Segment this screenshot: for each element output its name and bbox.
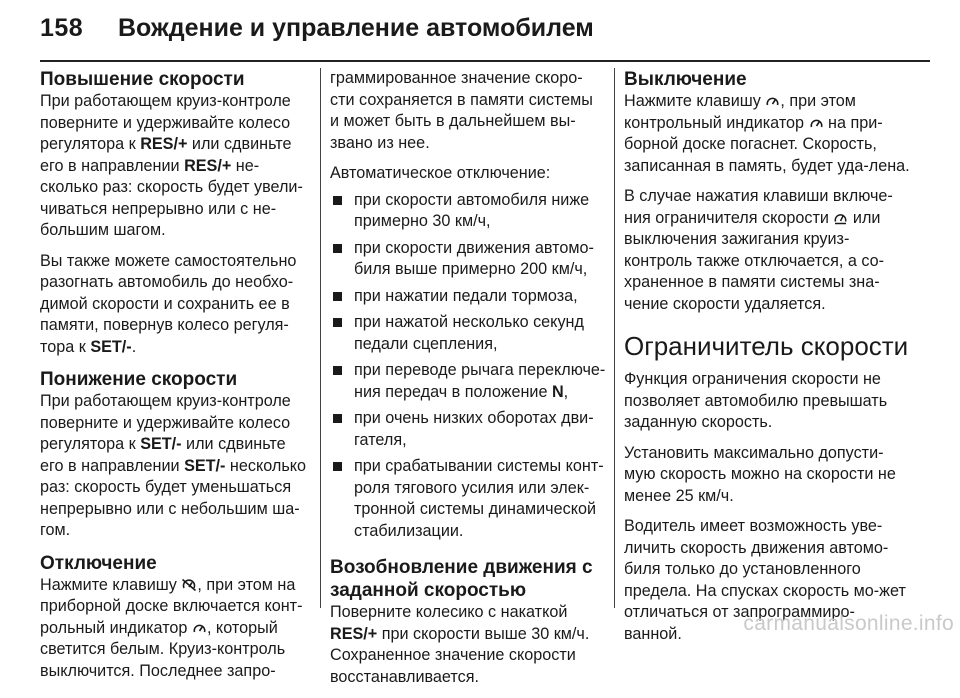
list-item: при очень низких оборотах дви-гателя, <box>330 408 606 451</box>
text: или сдвиньте его в направлении <box>40 135 292 175</box>
section-heading: Ограничитель скорости <box>624 331 909 361</box>
section-heading: Выключение <box>624 69 747 90</box>
paragraph: Водитель имеет возможность уве-личить скорость движения автомо-биля только до установленного предела. На спусках скорость мо-жет отличаться от запрограммиро-ванной. <box>624 517 906 643</box>
text: Нажмите клавишу <box>624 92 766 110</box>
list-item <box>330 360 606 403</box>
control-label: RES/+ <box>140 135 188 153</box>
section-speed-increase <box>40 68 310 358</box>
text: Вы также можете самостоятельно разогнать автомобиль до необхо-димой скорости и сохранить ее в памяти, повернув колесо регуля-тора к <box>40 251 297 356</box>
section-switch-off <box>624 68 910 315</box>
column-middle <box>330 68 606 698</box>
paragraph <box>330 602 606 688</box>
column-divider <box>320 68 321 608</box>
list-item: при скорости движения автомо-биля выше примерно 200 км/ч, <box>330 238 606 281</box>
section-heading: Возобновление движения с заданной скоростью <box>330 557 593 601</box>
column-left <box>40 68 310 692</box>
text: или выключения зажигания круиз-контроль также отключается, а со-храненное в памяти системы зна-чение скорости удаляется. <box>624 208 885 313</box>
page-number: 158 <box>40 14 84 42</box>
speed-limiter-icon <box>833 211 848 225</box>
gear-label: N <box>551 382 564 401</box>
list-item: при скорости автомобиля ниже примерно 30 км/ч, <box>330 190 606 233</box>
paragraph <box>624 186 910 315</box>
text: , при этом на приборной доске включается конт-рольный индикатор <box>40 575 303 637</box>
control-label: SET/- <box>90 337 132 356</box>
text: Поверните колесико с накаткой <box>330 603 568 621</box>
section-heading: Отключение <box>40 552 157 574</box>
text: Нажмите клавишу <box>40 575 182 594</box>
paragraph <box>624 91 910 177</box>
paragraph: Установить максимально допусти-мую скорость можно на скорости не менее 25 км/ч. <box>624 443 896 505</box>
list-item: при срабатывании системы конт-роля тягового усилия или элек-тронной системы динамической стабилизации. <box>330 456 606 542</box>
text: или сдвиньте его в направлении <box>40 435 286 475</box>
control-label: RES/+ <box>330 624 378 643</box>
text: , при этом контрольный индикатор <box>624 92 856 132</box>
page-title: Вождение и управление автомобилем <box>118 14 594 42</box>
text: , который светится белым. Круиз-контроль выключится. Последнее запро- <box>40 618 286 680</box>
section-heading: Повышение скорости <box>40 69 245 90</box>
text: При работающем круиз-контроле поверните и удерживайте колесо регулятора к <box>40 92 291 153</box>
text: на при-борной доске погаснет. Скорость, записанная в память, будет уда-лена. <box>624 113 910 175</box>
cruise-off-key-icon <box>181 578 197 592</box>
control-label: SET/- <box>184 456 226 475</box>
text: В случае нажатия клавиши включе-ния ограничителя скорости <box>624 187 893 227</box>
control-label: RES/+ <box>184 156 232 175</box>
paragraph: Автоматическое отключение: <box>330 164 551 182</box>
cruise-indicator-icon <box>809 117 824 130</box>
text: При работающем круиз-контроле поверните и удерживайте колесо регулятора к <box>40 392 291 453</box>
section-resume <box>330 556 606 688</box>
paragraph: граммированное значение скоро-сти сохраняется в памяти системы и может быть в дальнейшем вы-звано из нее. <box>330 69 593 152</box>
paragraph <box>40 91 310 242</box>
column-divider <box>614 68 615 608</box>
paragraph <box>40 251 310 359</box>
list-item: при нажатии педали тормоза, <box>330 286 606 308</box>
header-rule <box>40 60 930 62</box>
section-heading: Понижение скорости <box>40 369 238 390</box>
section-speed-decrease <box>40 368 310 542</box>
paragraph: Функция ограничения скорости не позволяет автомобилю превышать заданную скорость. <box>624 370 888 431</box>
section-speed-limiter <box>624 329 910 645</box>
paragraph <box>40 575 310 683</box>
auto-deactivation-list <box>330 190 606 543</box>
text: при скорости выше 30 км/ч. Сохраненное значение скорости восстанавливается. <box>330 624 590 686</box>
paragraph <box>40 391 310 542</box>
list-item: при нажатой несколько секунд педали сцепления, <box>330 312 606 355</box>
text: . <box>131 337 137 356</box>
text: не-сколько раз: скорость будет увели-чиваться непрерывно или с не-большим шагом. <box>40 156 303 239</box>
cruise-indicator-icon <box>765 95 780 108</box>
watermark: carmanualsonline.info <box>743 612 954 635</box>
cruise-indicator-icon <box>192 622 207 635</box>
page-header <box>40 14 930 54</box>
section-deactivation <box>40 552 310 683</box>
text: , <box>563 382 569 401</box>
text: при переводе рычага переключе-ния передач в положение <box>354 361 606 401</box>
control-label: SET/- <box>140 435 182 453</box>
column-right <box>624 68 910 655</box>
text: несколько раз: скорость будет уменьшаться непрерывно или с небольшим ша-гом. <box>40 456 307 539</box>
